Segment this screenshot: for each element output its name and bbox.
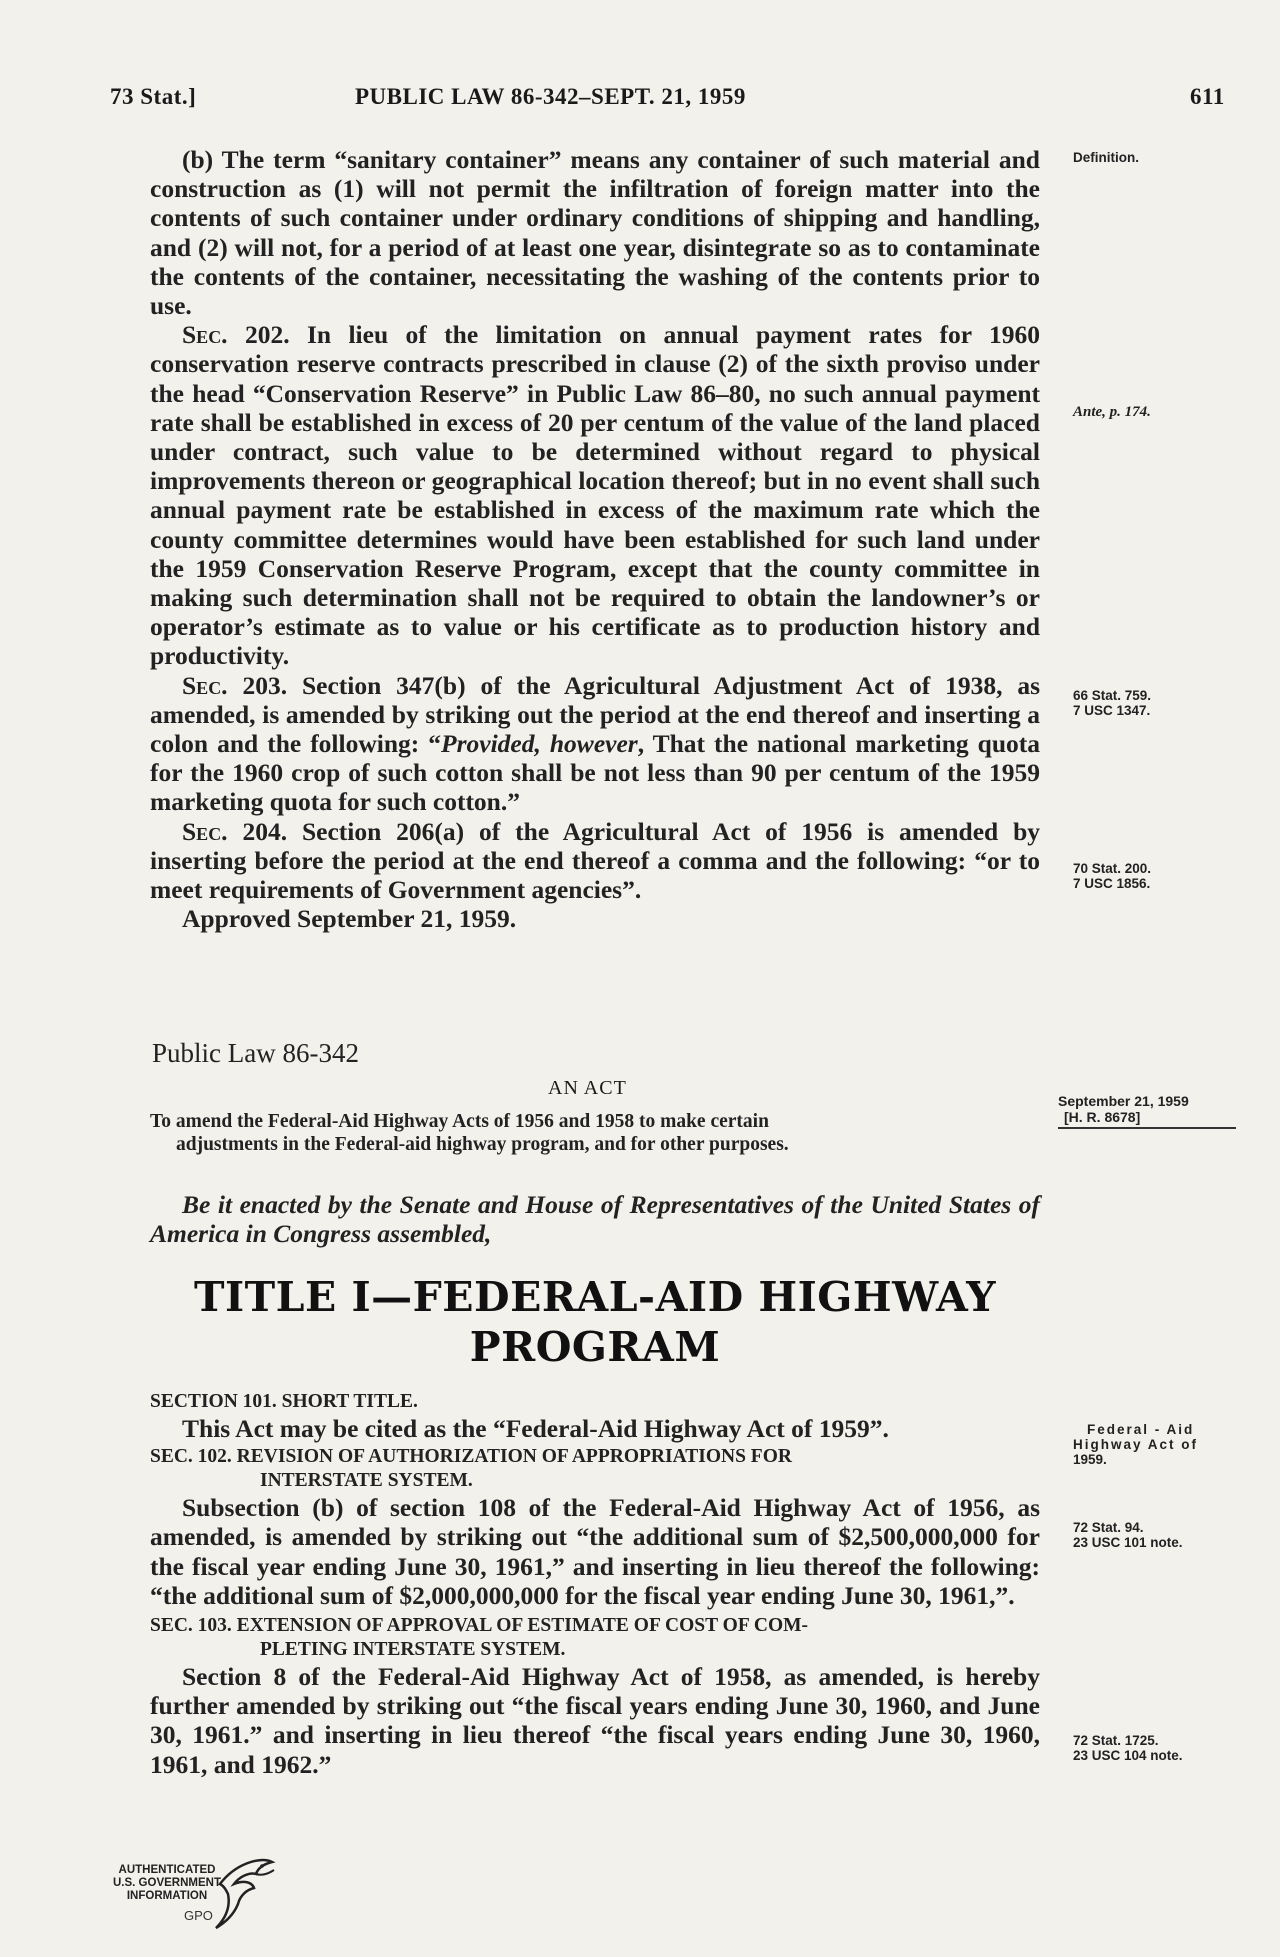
logo-gpo-text: GPO [184, 1908, 213, 1923]
margin-note-72-stat-1725 [1073, 1733, 1183, 1763]
sec-203-text-b: , That the national marketing quota for the 1960 crop of such cotton shall be not less than 90 per centum of the 1959 marketing quota for such cotton.” [150, 729, 1040, 817]
sec-203-text-a: Section 347(b) of the Agricultural Adjustment Act of 1938, as amended, is amended by striking out the period at the end thereof and inserting a colon and the following: “ [150, 670, 1041, 759]
sec-202-text: In lieu of the limitation on annual payment rates for 1960 conservation reserve contracts prescribed in clause (2) of the sixth proviso under the head “Conservation Reserve” in Public Law 86–80, no such annual payment rate shall be established in excess of 20 per centum of the value of the land placed under contract, such value to be determined without regard to physical improvements thereon or geographical location thereof; but in no event shall such annual payment rate be established in excess of the maximum rate which the county committee determines would have been established for such land under the 1959 Conservation Reserve Program, except that the county committee in making such determination shall not be required to obtain the landowner’s or operator’s estimate as to value or his certificate as to production history and productivity. [150, 320, 1040, 671]
section-102-text: Subsection (b) of section 108 of the Federal-Aid Highway Act of 1956, as amended, is amended by striking out “the additional sum of $2,500,000,000 for the fiscal year ending June 30, 1961,” and inserting in lieu thereof the following: “the additional sum of $2,000,000,000 for the fiscal year ending June 30, 1961,”. [150, 1493, 1040, 1610]
margin-stat-line: 72 Stat. 94. [1073, 1520, 1144, 1535]
enactment-date: September 21, 1959 [1058, 1093, 1189, 1109]
section-103-text: Section 8 of the Federal-Aid Highway Act of 1958, as amended, is hereby further amended by striking out “the fiscal years ending June 30, 1960, and June 30, 1961.” and inserting in lieu thereof “the fiscal years ending June 30, 1960, 1961, and 1962.” [150, 1662, 1040, 1779]
paragraph-sec-203 [150, 671, 1040, 817]
section-102-heading [150, 1445, 1040, 1493]
logo-line-1: AUTHENTICATED [118, 1864, 216, 1876]
margin-usc-line: 23 USC 101 note. [1073, 1535, 1183, 1550]
paragraph-sec-202 [150, 320, 1040, 670]
section-103-heading-line-2: PLETING INTERSTATE SYSTEM. [260, 1639, 566, 1661]
section-101-heading: SECTION 101. SHORT TITLE. [150, 1391, 418, 1412]
short-title-note-line-1: Federal - Aid [1087, 1422, 1195, 1437]
sec-204-label: Sec. 204. [182, 816, 288, 846]
act-long-title [150, 1110, 1040, 1156]
margin-stat-line: 66 Stat. 759. [1073, 688, 1152, 703]
act-long-title-line-2: adjustments in the Federal-aid highway program, and for other purposes. [176, 1134, 789, 1155]
page-title: PUBLIC LAW 86-342–SEPT. 21, 1959 [355, 84, 746, 109]
short-title-note-line-3: 1959. [1073, 1452, 1107, 1467]
section-103-heading-line-1: SEC. 103. EXTENSION OF APPROVAL OF ESTIMATE OF COST OF COM- [150, 1615, 809, 1637]
margin-usc-line: 23 USC 104 note. [1073, 1748, 1183, 1763]
enacting-clause: Be it enacted by the Senate and House of Representatives of the United States of America in Congress assembled, [150, 1190, 1040, 1248]
act-long-title-line-1: To amend the Federal-Aid Highway Acts of 1956 and 1958 to make certain [150, 1111, 769, 1132]
an-act-heading: AN ACT [548, 1077, 627, 1099]
paragraph-sec-204 [150, 817, 1040, 905]
sec-203-label: Sec. 203. [182, 670, 288, 700]
title-heading [150, 1272, 1040, 1372]
margin-stat-line: 72 Stat. 1725. [1073, 1733, 1159, 1748]
margin-note-72-stat-94 [1073, 1520, 1183, 1550]
bill-number: [H. R. 8678] [1064, 1109, 1141, 1125]
body-text-block-1 [150, 145, 1040, 933]
margin-usc-line: 7 USC 1856. [1073, 876, 1151, 891]
enactment-date-block [1058, 1093, 1236, 1129]
sec-204-text: Section 206(a) of the Agricultural Act of 1956 is amended by inserting before the period at the end thereof a comma and the following: “or to meet requirements of Government agencies”. [150, 816, 1041, 905]
ante-ref: Ante, p. 174. [1073, 404, 1151, 420]
section-101-text: This Act may be cited as the “Federal-Aid Highway Act of 1959”. [182, 1414, 889, 1443]
logo-line-2: U.S. GOVERNMENT [113, 1877, 221, 1889]
logo-line-3: INFORMATION [126, 1890, 208, 1902]
title-heading-line-1: TITLE I—FEDERAL-AID HIGHWAY [193, 1273, 997, 1321]
short-title-note-line-2: Highway Act of [1073, 1437, 1199, 1452]
title-heading-line-2: PROGRAM [469, 1323, 721, 1371]
stat-reference: 73 Stat.] [110, 84, 197, 109]
margin-usc-line: 7 USC 1347. [1073, 703, 1151, 718]
body-text-block-2 [150, 1390, 1040, 1779]
sec-202-label: Sec. 202. [182, 320, 290, 350]
margin-note-ante [1073, 404, 1151, 420]
page-number: 611 [1190, 84, 1225, 109]
section-103-heading [150, 1614, 1040, 1662]
eagle-icon [210, 1854, 280, 1934]
margin-note-short-title [1073, 1422, 1198, 1467]
margin-note-definition: Definition. [1073, 150, 1139, 165]
section-102-heading-line-1: SEC. 102. REVISION OF AUTHORIZATION OF APPROPRIATIONS FOR [150, 1446, 792, 1468]
margin-stat-line: 70 Stat. 200. [1073, 861, 1152, 876]
gpo-authentication-logo [102, 1854, 292, 1934]
paragraph-sanitary-container: (b) The term “sanitary container” means any container of such material and construction as (1) will not permit the infiltration of foreign matter into the contents of such container under ordinary conditions of shipping and handling, and (2) will not, for a period of at least one year, disintegrate so as to contaminate the contents of the container, necessitating the washing of the contents prior to use. [150, 145, 1040, 321]
margin-note-70-stat [1073, 861, 1151, 891]
sec-203-proviso: Provided, however [441, 729, 638, 759]
margin-note-66-stat [1073, 688, 1151, 718]
date-rule [1058, 1127, 1236, 1129]
section-102-heading-line-2: INTERSTATE SYSTEM. [260, 1470, 473, 1492]
public-law-number: Public Law 86-342 [152, 1038, 359, 1068]
approval-line: Approved September 21, 1959. [182, 904, 517, 934]
